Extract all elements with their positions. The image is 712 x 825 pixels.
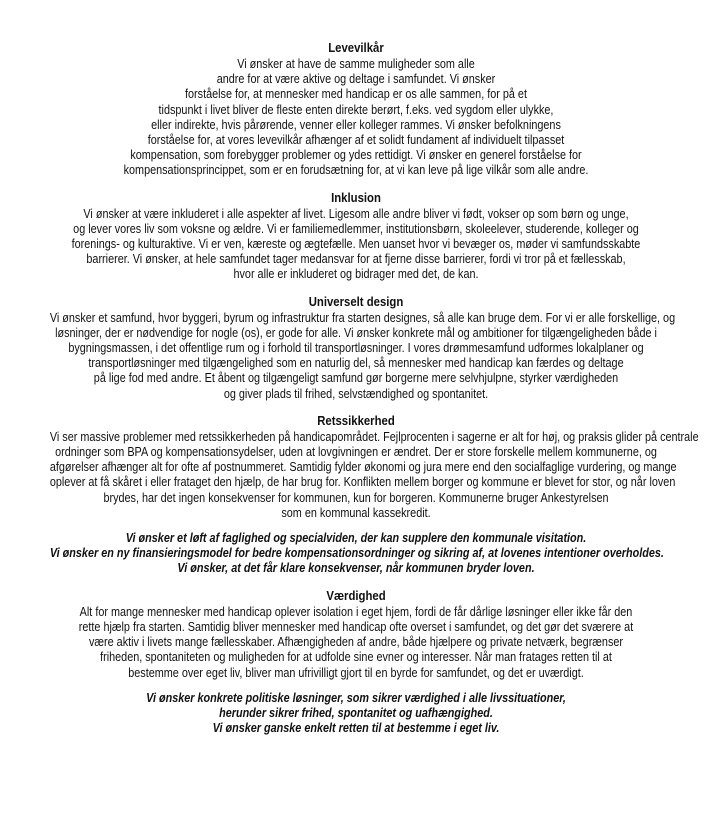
section-spacer bbox=[50, 577, 662, 588]
paragraph-line: som en kommunal kassekredit. bbox=[281, 505, 431, 520]
section-vaerdighed bbox=[50, 588, 662, 737]
paragraph-line: hvor alle er inkluderet og bidrager med det, de kan. bbox=[233, 267, 479, 282]
section-inklusion bbox=[50, 190, 662, 283]
paragraph-line: kompensation, som forebygger problemer og ydes rettidigt. Vi ønsker en generel forståelse for bbox=[130, 148, 582, 163]
section-heading: Universelt design bbox=[308, 293, 404, 309]
paragraph-line: eller indirekte, hvis pårørende, venner eller kolleger rammes. Vi ønsker befolkningens bbox=[151, 117, 561, 132]
section-spacer bbox=[50, 179, 662, 190]
section-heading: Levevilkår bbox=[328, 40, 384, 55]
section-heading: Retssikkerhed bbox=[317, 412, 395, 428]
paragraph-line: tidspunkt i livet bliver de fleste enten direkte berørt, f.eks. ved sygdom eller ulykke, bbox=[158, 102, 554, 117]
paragraph-line: Vi ønsker et samfund, hvor byggeri, byrum og infrastruktur fra starten designes, så alle kan bruge dem. For vi er alle forskellige, og bbox=[49, 310, 676, 325]
section-spacer bbox=[50, 402, 662, 413]
paragraph-line: friheden, spontaniteten og muligheden for at udfolde sine evner og interesser. Når man fratages retten til at bbox=[100, 650, 612, 665]
section-heading: Værdighed bbox=[326, 587, 386, 603]
emphasis-line: Vi ønsker konkrete politiske løsninger, som sikrer værdighed i alle livssituationer, bbox=[146, 690, 566, 705]
section-heading: Inklusion bbox=[331, 189, 381, 205]
paragraph-line: rette hjælp fra starten. Samtidig bliver mennesker med handicap ofte overset i samfundet, og det gør det sværere at bbox=[78, 619, 634, 634]
paragraph-line: afgørelser afhænger alt for ofte af postnummeret. Samtidig fylder økonomi og jura mere end den socialfaglige vurdering, og mange bbox=[49, 460, 677, 475]
emphasis-line: herunder sikrer frihed, spontanitet og uafhængighed. bbox=[219, 705, 493, 720]
paragraph-line: barrierer. Vi ønsker, at hele samfundet tager medansvar for at fjerne disse barrierer, fordi vi tror på et fællesskab, bbox=[86, 252, 626, 267]
section-levevilkaar bbox=[50, 40, 662, 179]
emphasis-line: Vi ønsker ganske enkelt retten til at bestemme i eget liv. bbox=[212, 721, 500, 736]
section-universelt-design bbox=[49, 293, 676, 402]
section-retssikkerhed bbox=[49, 412, 699, 577]
paragraph-line: og lever vores liv som voksne og ældre. Vi er familiemedlemmer, institutionsbørn, skoleelever, studerende, kolleger og bbox=[73, 221, 639, 236]
paragraph-line: transportløsninger med tilgængelighed som en naturlig del, så mennesker med handicap kan færdes og deltage bbox=[88, 356, 624, 371]
document-page bbox=[49, 40, 699, 736]
paragraph-line: kompensationsprincippet, som er en forudsætning for, at vi kan leve på lige vilkår som alle andre. bbox=[123, 163, 589, 178]
paragraph-line: ordninger som BPA og kompensationsydelser, uden at lovgivningen er ændret. Der er store forskelle mellem kommunerne, og bbox=[55, 445, 657, 460]
emphasis-spacer bbox=[50, 681, 662, 691]
paragraph-line: være aktiv i livets mange fællesskaber. Afhængigheden af andre, både hjælpere og private netværk, begrænser bbox=[88, 635, 624, 650]
paragraph-line: bestemme over eget liv, bliver man ufrivilligt gjort til en byrde for samfundet, og det er uværdigt. bbox=[128, 665, 584, 680]
paragraph-line: andre for at være aktive og deltage i samfundet. Vi ønsker bbox=[216, 72, 496, 87]
emphasis-line: Vi ønsker, at det får klare konsekvenser, når kommunen bryder loven. bbox=[177, 561, 535, 576]
section-spacer bbox=[50, 283, 662, 294]
paragraph-line: Vi ønsker at have de samme muligheder som alle bbox=[237, 57, 475, 71]
paragraph-line: og giver plads til frihed, selvstændighed og spontanitet. bbox=[223, 386, 489, 401]
paragraph-line: løsninger, der er nødvendige for nogle (os), er gode for alle. Vi ønsker konkrete mål og ambitioner for tilgængeligheden både i bbox=[55, 325, 657, 340]
paragraph-line: forenings- og kulturaktive. Vi er ven, kæreste og ægtefælle. Men uanset hvor vi bevæger os, møder vi samfundsskabte bbox=[71, 237, 641, 252]
paragraph-line: oplever at få skåret i eller frataget den hjælp, de har brug for. Konflikten mellem borger og kommune er blevet for stor, og når loven bbox=[49, 475, 676, 490]
paragraph-line: brydes, har det ingen konsekvenser for kommunen, kun for borgeren. Kommunerne bruger Ankestyrelsen bbox=[103, 490, 609, 505]
paragraph-line: Vi ønsker at være inkluderet i alle aspekter af livet. Ligesom alle andre bliver vi født, vokser op som børn og unge, bbox=[83, 206, 629, 221]
paragraph-line: forståelse for, at mennesker med handicap er os alle sammen, for på et bbox=[185, 87, 527, 102]
emphasis-spacer bbox=[50, 521, 662, 531]
paragraph-line: bygningsmassen, i det offentlige rum og i forhold til transportløsninger. I vores drømmesamfund udformes lokalplaner og bbox=[68, 341, 644, 356]
emphasis-line: Vi ønsker en ny finansieringsmodel for bedre kompensationsordninger og sikring af, at lovenes intentioner overholdes. bbox=[49, 546, 664, 561]
paragraph-line: forståelse for, at vores levevilkår afhænger af et solidt fundament af individuelt tilpasset bbox=[147, 133, 565, 148]
paragraph-line: på lige fod med andre. Et åbent og tilgængeligt samfund gør borgerne mere selvhjulpne, styrker værdigheden bbox=[93, 371, 619, 386]
emphasis-line: Vi ønsker et løft af faglighed og specialviden, der kan supplere den kommunale visitation. bbox=[125, 531, 587, 546]
paragraph-line: Alt for mange mennesker med handicap oplever isolation i eget hjem, fordi de får dårlige løsninger eller ikke får den bbox=[79, 604, 633, 619]
paragraph-line: Vi ser massive problemer med retssikkerheden på handicapområdet. Fejlprocenten i sagerne er alt for høj, og praksis glider på centrale bbox=[49, 429, 699, 444]
